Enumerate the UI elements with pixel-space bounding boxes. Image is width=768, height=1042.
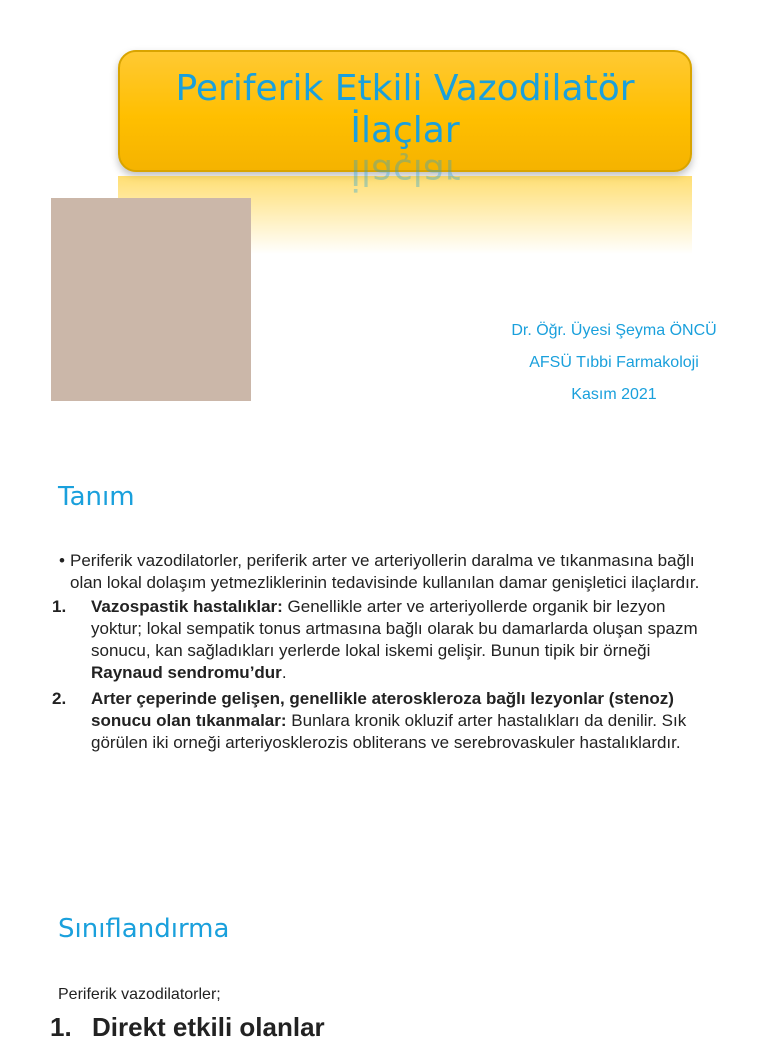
classification-first-item — [50, 1012, 325, 1042]
list-number: 1. — [52, 597, 67, 616]
section-heading-tanim: Tanım — [58, 482, 135, 512]
list-item-emphasis: Raynaud sendromu’dur — [91, 663, 282, 682]
list-item-lead: Vazospastik hastalıklar: — [91, 597, 283, 616]
author-department: AFSÜ Tıbbi Farmakoloji — [529, 354, 699, 371]
list-number: 2. — [52, 689, 67, 708]
list-item-tail: . — [281, 663, 287, 682]
definition-body — [52, 550, 708, 754]
presentation-date: Kasım 2021 — [571, 386, 657, 403]
definition-intro-text: Periferik vazodilatorler, periferik arter ve arteriyollerin daralma ve tıkanmasına bağlı olan lokal dolaşım yetmezliklerinin tedavisinde kullanılan damar genişletici ilaçlardır. — [70, 551, 700, 592]
list-item — [52, 688, 708, 754]
title-line-2: İlaçlar — [350, 110, 460, 151]
definition-intro — [58, 550, 708, 594]
title-reflection-text: İlaçlar — [350, 151, 460, 192]
bullet-marker: • — [59, 551, 65, 570]
classification-first-item-text: Direkt etkili olanlar — [92, 1012, 325, 1042]
section-heading-siniflandirma: Sınıflandırma — [58, 914, 230, 944]
list-item-text: Genellikle arter ve arteriyollerde organik bir lezyon yoktur; lokal sempatik tonus artmasına bağlı olarak bu damarlarda oluşan spazm sonucu, kan sağladıkları yerlerde lokal iskemi gelişir. Bunun tipik bir örneği — [91, 597, 698, 660]
author-block — [460, 318, 768, 414]
classification-intro: Periferik vazodilatorler; — [58, 986, 221, 1003]
author-photo — [51, 198, 251, 401]
list-number: 1. — [50, 1012, 72, 1042]
title-line-1: Periferik Etkili Vazodilatör — [175, 68, 635, 109]
list-item-lead: Arter çeperinde gelişen, genellikle ateroskleroza bağlı lezyonlar (stenoz) sonucu olan tıkanmalar: — [91, 689, 674, 730]
list-item — [52, 596, 708, 684]
list-item-text: Bunlara kronik okluzif arter hastalıkları da denilir. Sık görülen iki orneği arteriyosklerozis obliterans ve serebrovaskuler hastalıklardır. — [91, 711, 687, 752]
author-name: Dr. Öğr. Üyesi Şeyma ÖNCÜ — [511, 322, 717, 339]
